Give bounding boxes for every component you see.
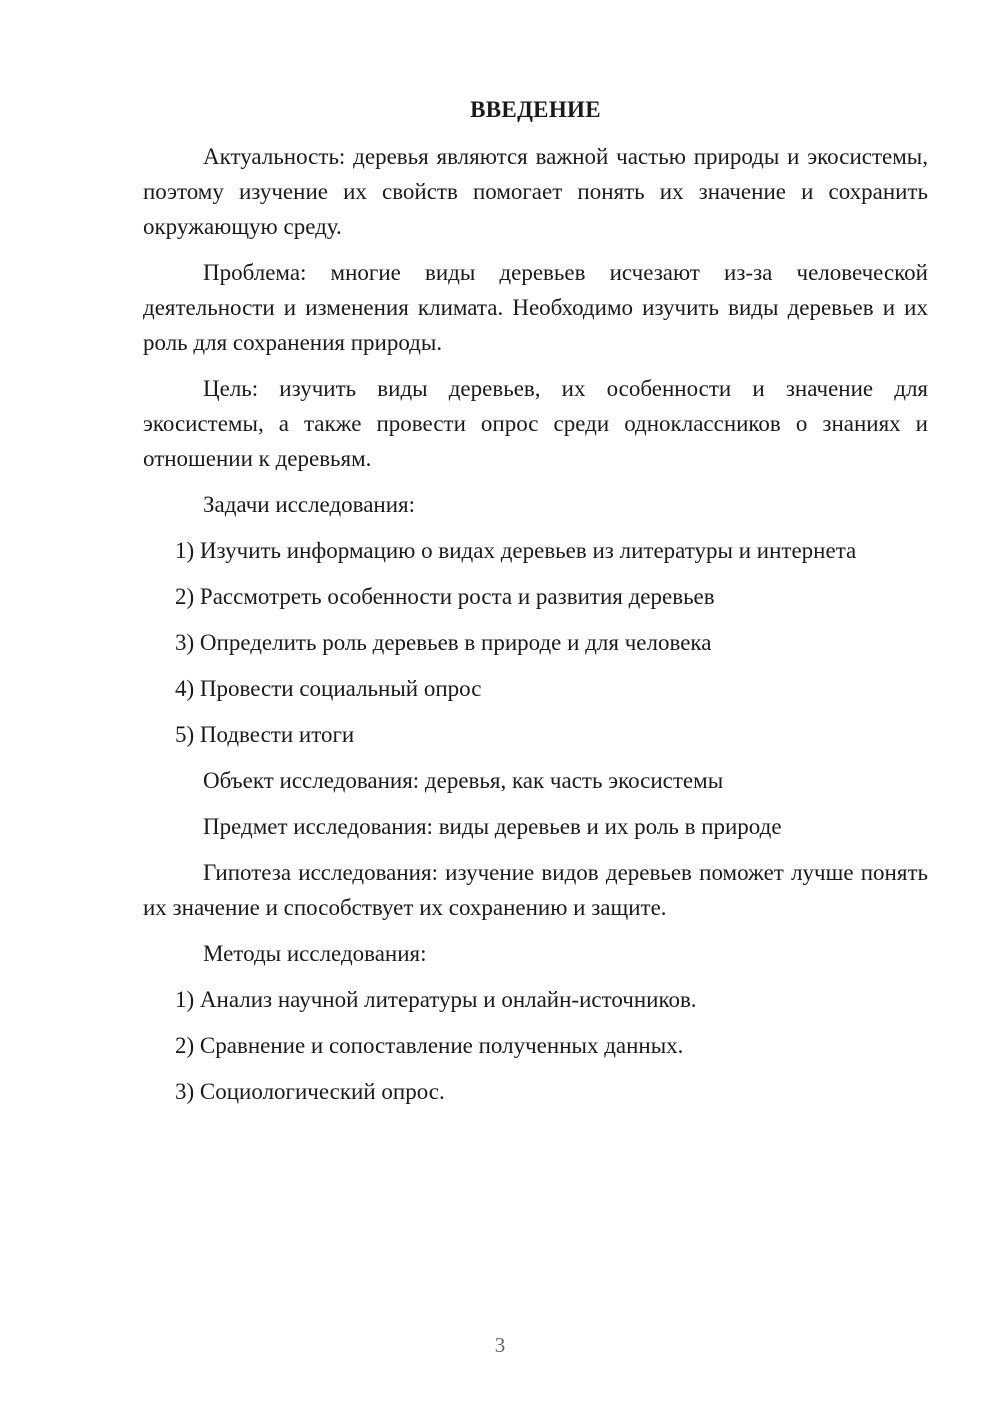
section-heading: ВВЕДЕНИЕ: [470, 97, 601, 122]
method-item: 3) Социологический опрос.: [175, 1079, 445, 1104]
methods-title: Методы исследования:: [203, 941, 427, 966]
method-item: 2) Сравнение и сопоставление полученных данных.: [175, 1033, 684, 1058]
problem-paragraph: Проблема: многие виды деревьев исчезают из-за человеческой деятельности и изменения климата. Необходимо изучить виды деревьев и их роль для сохранения природы.: [143, 260, 928, 355]
task-item: 3) Определить роль деревьев в природе и для человека: [175, 630, 712, 655]
hypothesis-paragraph: Гипотеза исследования: изучение видов деревьев поможет лучше понять их значение и способствует их сохранению и защите.: [143, 860, 928, 920]
tasks-title: Задачи исследования:: [203, 492, 416, 517]
subject-line: Предмет исследования: виды деревьев и их роль в природе: [203, 814, 782, 839]
goal-paragraph: Цель: изучить виды деревьев, их особенности и значение для экосистемы, а также провести опрос среди одноклассников о знаниях и отношении к деревьям.: [143, 376, 928, 471]
relevance-paragraph: Актуальность: деревья являются важной частью природы и экосистемы, поэтому изучение их свойств помогает понять их значение и сохранить окружающую среду.: [143, 144, 928, 239]
task-item: 4) Провести социальный опрос: [175, 676, 482, 701]
task-item: 5) Подвести итоги: [175, 722, 355, 747]
task-item: 1) Изучить информацию о видах деревьев из литературы и интернета: [175, 538, 857, 563]
document-page: [143, 95, 928, 1120]
object-line: Объект исследования: деревья, как часть экосистемы: [203, 768, 724, 793]
method-item: 1) Анализ научной литературы и онлайн-источников.: [175, 987, 697, 1012]
page-number: 3: [494, 1333, 506, 1357]
task-item: 2) Рассмотреть особенности роста и развития деревьев: [175, 584, 715, 609]
